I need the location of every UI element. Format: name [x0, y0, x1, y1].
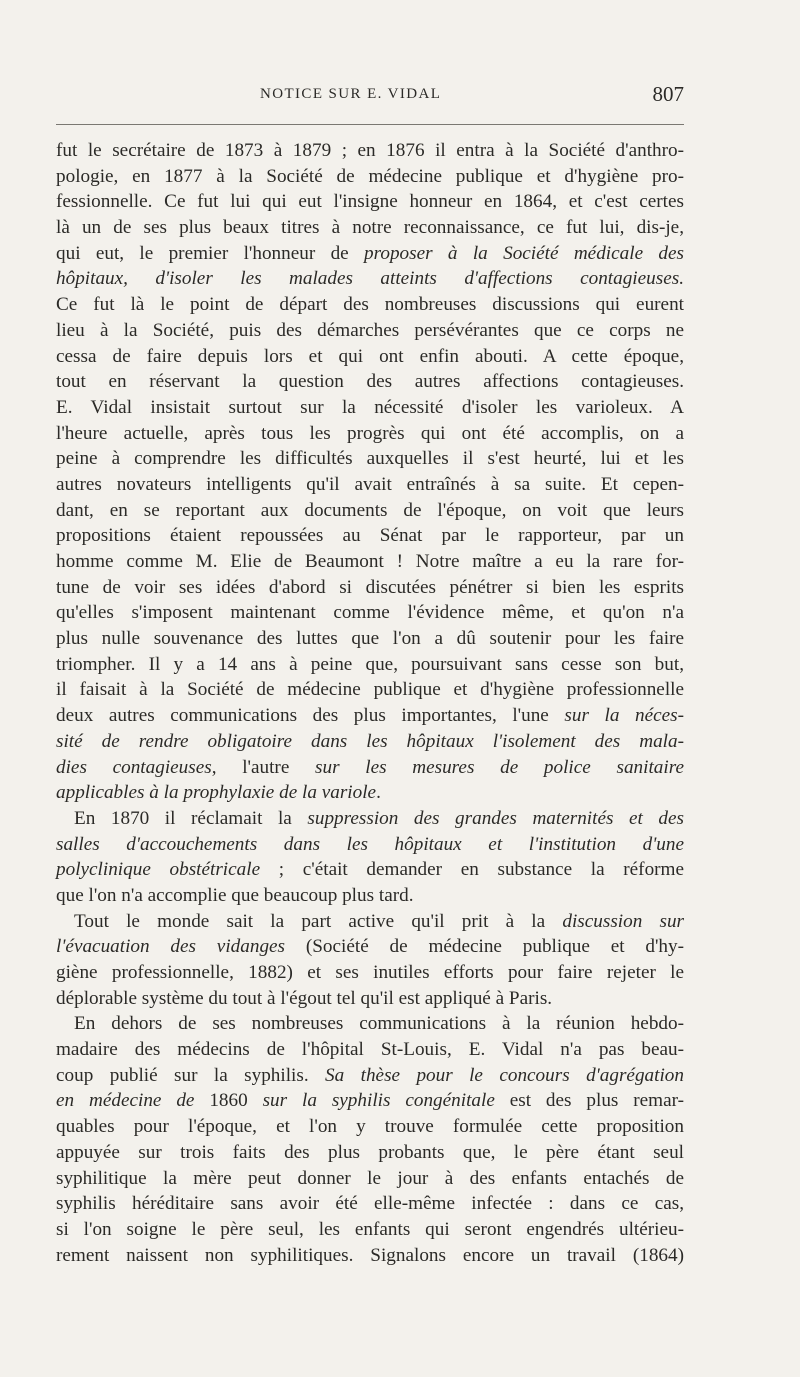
text-segment: syphilis héréditaire sans avoir été elle-même infectée : dans ce cas,: [56, 1193, 684, 1215]
text-line: [56, 806, 684, 832]
text-line: [56, 344, 684, 370]
text-segment: , l'autre: [211, 756, 316, 778]
text-segment: si l'on soigne le père seul, les enfants qui seront engendrés ultérieu-: [56, 1218, 684, 1240]
text-line: [56, 857, 684, 883]
italic-segment: proposer à la Société médicale des: [364, 242, 684, 264]
text-line: [56, 909, 684, 935]
text-line: [56, 1217, 684, 1243]
text-segment: En 1870 il réclamait la: [74, 807, 308, 829]
text-line: [56, 575, 684, 601]
italic-segment: sur la syphilis congénitale: [262, 1090, 495, 1112]
text-segment: est des plus remar-: [494, 1090, 685, 1112]
text-line: [56, 600, 684, 626]
text-segment: E. Vidal insistait surtout sur la nécessité d'isoler les varioleux. A: [56, 396, 684, 418]
italic-segment: dies contagieuses: [56, 756, 212, 778]
italic-segment: sur les mesures de police sanitaire: [315, 756, 684, 778]
text-line: [56, 1191, 684, 1217]
text-segment: propositions étaient repoussées au Sénat par le rapporteur, par un: [56, 525, 684, 547]
italic-segment: polyclinique obstétricale: [56, 859, 261, 881]
text-segment: qui eut, le premier l'honneur de: [56, 242, 365, 264]
text-segment: deux autres communications des plus importantes, l'une: [56, 705, 565, 727]
italic-segment: sur la néces-: [564, 705, 684, 727]
text-segment: (Société de médecine publique et d'hy-: [285, 936, 685, 958]
text-line: [56, 523, 684, 549]
text-segment: tout en réservant la question des autres affections contagieuses.: [56, 371, 684, 393]
text-segment: madaire des médecins de l'hôpital St-Louis, E. Vidal n'a pas beau-: [56, 1039, 684, 1061]
italic-segment: discussion sur: [562, 910, 685, 932]
text-segment: giène professionnelle, 1882) et ses inutiles efforts pour faire rejeter le: [56, 962, 684, 983]
text-line: [56, 1088, 684, 1114]
text-segment: appuyée sur trois faits des plus probants que, le père étant seul: [56, 1141, 684, 1163]
text-line: [56, 395, 684, 421]
text-segment: pologie, en 1877 à la Société de médecine publique et d'hygiène pro-: [56, 165, 684, 187]
text-line: [56, 498, 684, 524]
text-line: [56, 1037, 684, 1063]
text-line: [56, 138, 684, 164]
italic-segment: Sa thèse pour le concours d'agrégation: [325, 1064, 684, 1086]
text-line: [56, 189, 684, 215]
text-segment: triompher. Il y a 14 ans à peine que, poursuivant sans cesse son but,: [56, 653, 684, 675]
italic-segment: sité de rendre obligatoire dans les hôpitaux l'isolement des mala-: [56, 730, 684, 752]
running-title: NOTICE SUR E. VIDAL: [260, 86, 442, 102]
text-segment: Tout le monde sait la part active qu'il prit à la: [74, 910, 563, 932]
text-segment: coup publié sur la syphilis.: [56, 1064, 326, 1086]
text-line: [56, 1140, 684, 1166]
text-segment: il faisait à la Société de médecine publique et d'hygiène professionnelle: [56, 679, 684, 701]
text-line: [56, 421, 684, 447]
text-line: [56, 549, 684, 575]
text-segment: déplorable système du tout à l'égout tel qu'il est appliqué à Paris.: [56, 987, 553, 1009]
text-line: [56, 780, 684, 806]
text-line: [56, 1243, 684, 1269]
text-segment: qu'elles s'imposent maintenant comme l'évidence même, et qu'on n'a: [56, 602, 684, 624]
text-segment: plus nulle souvenance des luttes que l'on a dû soutenir pour les faire: [56, 628, 684, 650]
text-line: [56, 164, 684, 190]
text-line: [56, 292, 684, 318]
text-line: [56, 755, 684, 781]
text-line: [56, 1166, 684, 1192]
text-segment: peine à comprendre les difficultés auxquelles il s'est heurté, lui et les: [56, 448, 684, 470]
text-line: [56, 677, 684, 703]
page-number: 807: [652, 82, 684, 106]
italic-segment: salles d'accouchements dans les hôpitaux et l'institution d'une: [56, 833, 684, 855]
text-segment: quables pour l'époque, et l'on y trouve formulée cette proposition: [56, 1116, 684, 1138]
text-line: [56, 472, 684, 498]
text-segment: tune de voir ses idées d'abord si discutées pénétrer si bien les esprits: [56, 576, 684, 598]
text-line: [56, 729, 684, 755]
text-segment: dant, en se reportant aux documents de l'époque, on voit que leurs: [56, 499, 684, 521]
text-segment: homme comme M. Elie de Beaumont ! Notre maître a eu la rare for-: [56, 551, 684, 572]
text-line: [56, 446, 684, 472]
text-segment: lieu à la Société, puis des démarches persévérantes que ce corps ne: [56, 319, 684, 341]
text-segment: rement naissent non syphilitiques. Signalons encore un travail (1864): [56, 1244, 684, 1266]
text-line: [56, 241, 684, 267]
italic-segment: en médecine de: [56, 1090, 195, 1112]
text-segment: syphilitique la mère peut donner le jour à des enfants entachés de: [56, 1167, 684, 1189]
text-line: [56, 626, 684, 652]
header-rule: [56, 124, 684, 125]
text-line: [56, 1063, 684, 1089]
text-line: [56, 652, 684, 678]
italic-segment: l'évacuation des vidanges: [56, 936, 286, 958]
text-segment: fut le secrétaire de 1873 à 1879 ; en 1876 il entra à la Société d'anthro-: [56, 140, 684, 161]
text-segment: ; c'était demander en substance la réforme: [260, 859, 684, 881]
text-segment: En dehors de ses nombreuses communications à la réunion hebdo-: [74, 1013, 684, 1035]
text-line: [56, 832, 684, 858]
italic-segment: applicables à la prophylaxie de la variole: [56, 782, 377, 804]
text-segment: fessionnelle. Ce fut lui qui eut l'insigne honneur en 1864, et c'est certes: [56, 191, 684, 213]
text-segment: Ce fut là le point de départ des nombreuses discussions qui eurent: [56, 294, 684, 316]
text-segment: autres novateurs intelligents qu'il avait entraînés à sa suite. Et cepen-: [56, 473, 684, 495]
text-segment: que l'on n'a accomplie que beaucoup plus tard.: [56, 884, 414, 906]
text-line: [56, 883, 684, 909]
text-line: [56, 986, 684, 1012]
text-line: [56, 369, 684, 395]
text-line: [56, 960, 684, 986]
text-segment: .: [376, 782, 381, 804]
text-segment: 1860: [194, 1090, 263, 1112]
text-line: [56, 934, 684, 960]
italic-segment: hôpitaux, d'isoler les malades atteints d'affections contagieuses.: [56, 268, 684, 290]
text-line: [56, 215, 684, 241]
text-segment: l'heure actuelle, après tous les progrès qui ont été accomplis, on a: [56, 422, 684, 444]
text-segment: cessa de faire depuis lors et qui ont enfin abouti. A cette époque,: [56, 345, 684, 367]
page-header: [56, 82, 684, 112]
text-line: [56, 1114, 684, 1140]
text-line: [56, 703, 684, 729]
text-line: [56, 1011, 684, 1037]
text-segment: là un de ses plus beaux titres à notre reconnaissance, ce fut lui, dis-je,: [56, 217, 684, 239]
italic-segment: suppression des grandes maternités et des: [307, 807, 684, 829]
text-line: [56, 318, 684, 344]
text-line: [56, 266, 684, 292]
body-text: [56, 138, 684, 1268]
